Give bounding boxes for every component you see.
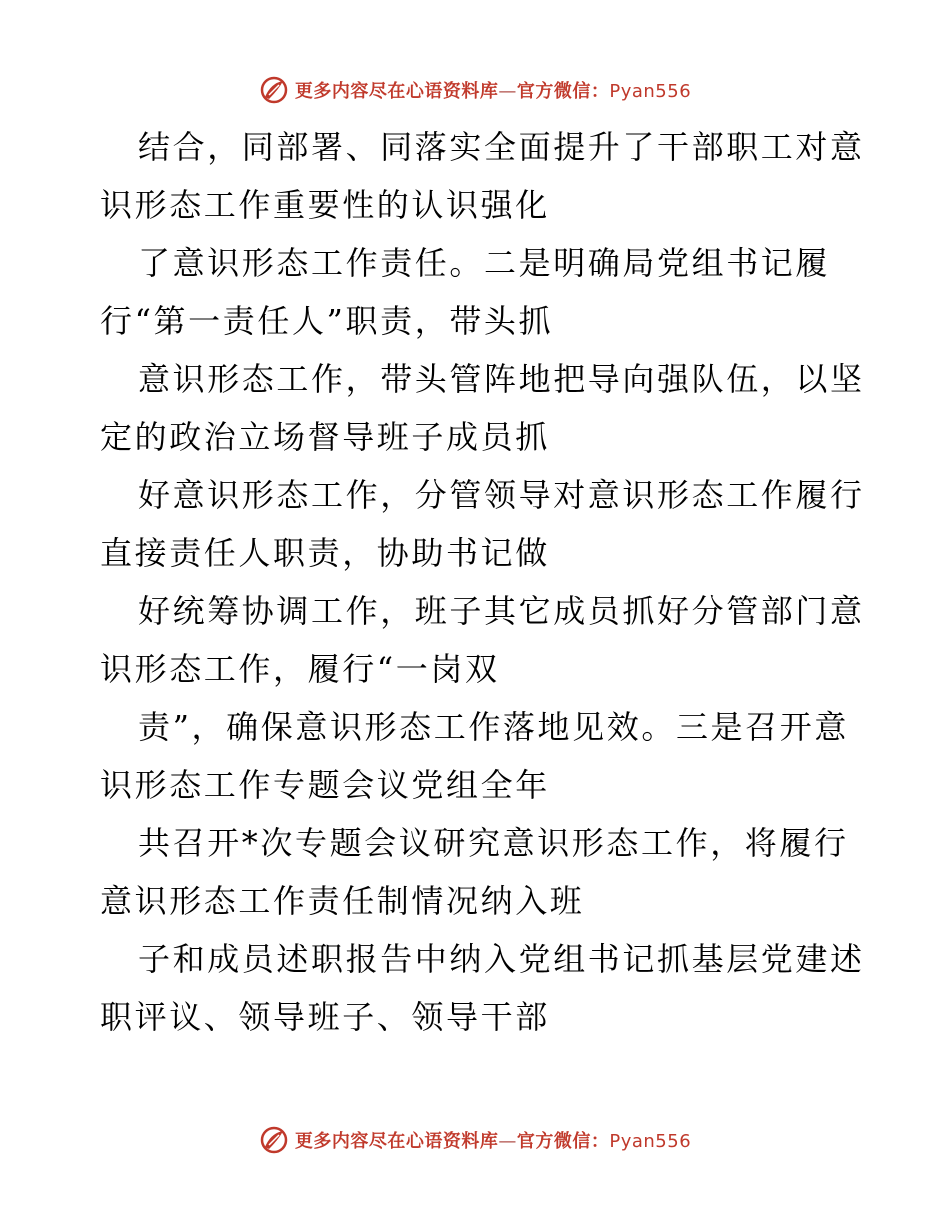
text-line: 识形态工作，履行“一岗双	[100, 650, 500, 688]
text-line: 结合，同部署、同落实全面提升了干部职工对意	[138, 128, 865, 166]
text-line: 意识形态工作，带头管阵地把导向强队伍，以坚	[138, 360, 865, 398]
text-line: 好意识形态工作，分管领导对意识形态工作履行	[138, 476, 865, 514]
text-line: 好统筹协调工作，班子其它成员抓好分管部门意	[138, 592, 865, 630]
banner-text	[295, 1127, 691, 1153]
banner-separator: —	[498, 1131, 517, 1152]
text-line: 责”，确保意识形态工作落地见效。三是召开意	[138, 708, 849, 746]
banner-separator: —	[498, 81, 517, 102]
pen-logo-icon	[259, 1125, 289, 1155]
banner-brand: 更多内容尽在心语资料库	[294, 81, 499, 102]
text-line: 职评议、领导班子、领导干部	[100, 998, 550, 1036]
banner-wechat-label: 官方微信：	[516, 81, 610, 102]
text-line: 识形态工作重要性的认识强化	[100, 186, 550, 224]
header-banner	[0, 72, 950, 108]
text-line: 识形态工作专题会议党组全年	[100, 766, 550, 804]
banner-text	[295, 77, 691, 103]
footer-banner	[0, 1122, 950, 1158]
banner-brand: 更多内容尽在心语资料库	[294, 1131, 499, 1152]
document-body	[100, 118, 865, 1046]
text-line: 子和成员述职报告中纳入党组书记抓基层党建述	[138, 940, 865, 978]
text-line: 共召开*次专题会议研究意识形态工作，将履行	[138, 824, 849, 862]
text-line: 定的政治立场督导班子成员抓	[100, 418, 550, 456]
text-line: 行“第一责任人”职责，带头抓	[100, 302, 554, 340]
text-line: 直接责任人职责，协助书记做	[100, 534, 550, 572]
text-line: 了意识形态工作责任。二是明确局党组书记履	[138, 244, 831, 282]
text-line: 意识形态工作责任制情况纳入班	[100, 882, 585, 920]
banner-wechat-id: Pyan556	[609, 1131, 692, 1152]
banner-wechat-label: 官方微信：	[516, 1131, 610, 1152]
banner-wechat-id: Pyan556	[609, 81, 692, 102]
pen-logo-icon	[259, 75, 289, 105]
